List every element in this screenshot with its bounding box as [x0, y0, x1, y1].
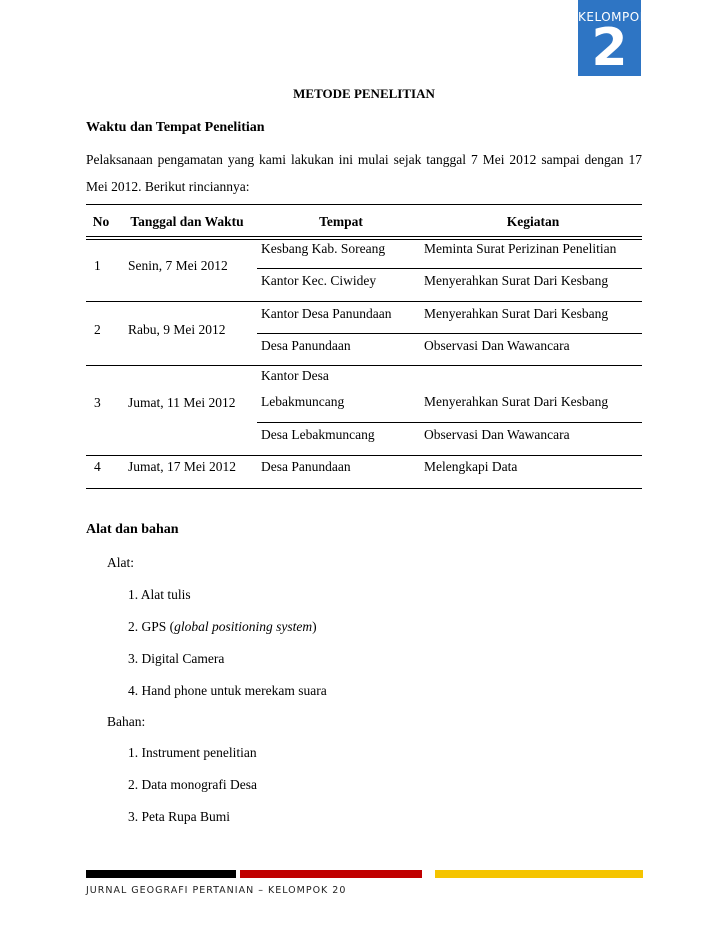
badge-number: 2 — [591, 18, 628, 78]
row-3-activity-2: Observasi Dan Wawancara — [424, 427, 570, 442]
header-place: Tempat — [319, 214, 363, 229]
group-badge — [578, 0, 649, 78]
table-header-row — [86, 205, 642, 240]
row-4-date: Jumat, 17 Mei 2012 — [128, 459, 236, 474]
row-3-date: Jumat, 11 Mei 2012 — [128, 395, 236, 410]
header-activity: Kegiatan — [506, 214, 560, 229]
row-4-no: 4 — [94, 459, 101, 474]
schedule-table — [86, 204, 642, 240]
footer-text: JURNAL GEOGRAFI PERTANIAN – KELOMPOK 20 — [86, 885, 347, 896]
alat-label: Alat: — [107, 555, 134, 570]
row-1-activity-2: Menyerahkan Surat Dari Kesbang — [424, 273, 609, 288]
row-2-place-1: Kantor Desa Panundaan — [261, 306, 392, 321]
table-bottom-rule — [86, 488, 642, 489]
row-divider — [86, 365, 642, 366]
row-divider — [86, 455, 642, 456]
footer-bar-red — [240, 870, 422, 878]
list-item: 2. Data monografi Desa — [128, 777, 257, 792]
header-date: Tanggal dan Waktu — [130, 214, 244, 229]
row-divider — [257, 422, 642, 423]
row-divider — [86, 236, 642, 237]
row-2-activity-2: Observasi Dan Wawancara — [424, 338, 570, 353]
row-1-activity-1: Meminta Surat Perizinan Penelitian — [424, 241, 617, 256]
row-1-place-2: Kantor Kec. Ciwidey — [261, 273, 377, 288]
row-divider — [86, 301, 642, 302]
bahan-label: Bahan: — [107, 714, 146, 729]
row-4-activity-1: Melengkapi Data — [424, 459, 518, 474]
list-item-italic: global positioning system — [174, 619, 313, 634]
header-no: No — [92, 214, 110, 229]
row-2-activity-1: Menyerahkan Surat Dari Kesbang — [424, 306, 609, 321]
page-title: METODE PENELITIAN — [293, 86, 435, 101]
section-heading-alat: Alat dan bahan — [86, 522, 179, 537]
row-3-place-1b: Lebakmuncang — [261, 394, 345, 409]
list-item-text: 2. GPS ( — [128, 619, 175, 634]
badge-word: KELOMPOK — [578, 10, 649, 24]
row-divider — [257, 333, 642, 334]
section-heading-waktu: Waktu dan Tempat Penelitian — [86, 120, 265, 135]
row-3-activity-1: Menyerahkan Surat Dari Kesbang — [424, 394, 609, 409]
row-3-place-2: Desa Lebakmuncang — [261, 427, 375, 442]
list-item: 1. Instrument penelitian — [128, 745, 257, 760]
list-item: 4. Hand phone untuk merekam suara — [128, 683, 327, 698]
list-item: 3. Digital Camera — [128, 651, 225, 666]
list-item-text: ) — [312, 619, 317, 634]
footer-bar-yellow — [435, 870, 643, 878]
row-2-place-2: Desa Panundaan — [261, 338, 351, 353]
row-divider — [257, 268, 642, 269]
row-3-no: 3 — [94, 395, 101, 410]
intro-paragraph: Pelaksanaan pengamatan yang kami lakukan ini mulai sejak tanggal 7 Mei 2012 sampai dengan 17 Mei 2012. Berikut rinciannya: — [86, 152, 642, 194]
row-1-place-1: Kesbang Kab. Soreang — [261, 241, 386, 256]
row-2-date: Rabu, 9 Mei 2012 — [128, 322, 226, 337]
row-3-place-1a: Kantor Desa — [261, 368, 329, 383]
list-item: 1. Alat tulis — [128, 587, 191, 602]
list-item — [128, 619, 317, 635]
row-4-place-1: Desa Panundaan — [261, 459, 351, 474]
list-item: 3. Peta Rupa Bumi — [128, 809, 230, 824]
row-2-no: 2 — [94, 322, 101, 337]
footer-bar-black — [86, 870, 236, 878]
row-1-no: 1 — [94, 258, 101, 273]
row-1-date: Senin, 7 Mei 2012 — [128, 258, 228, 273]
